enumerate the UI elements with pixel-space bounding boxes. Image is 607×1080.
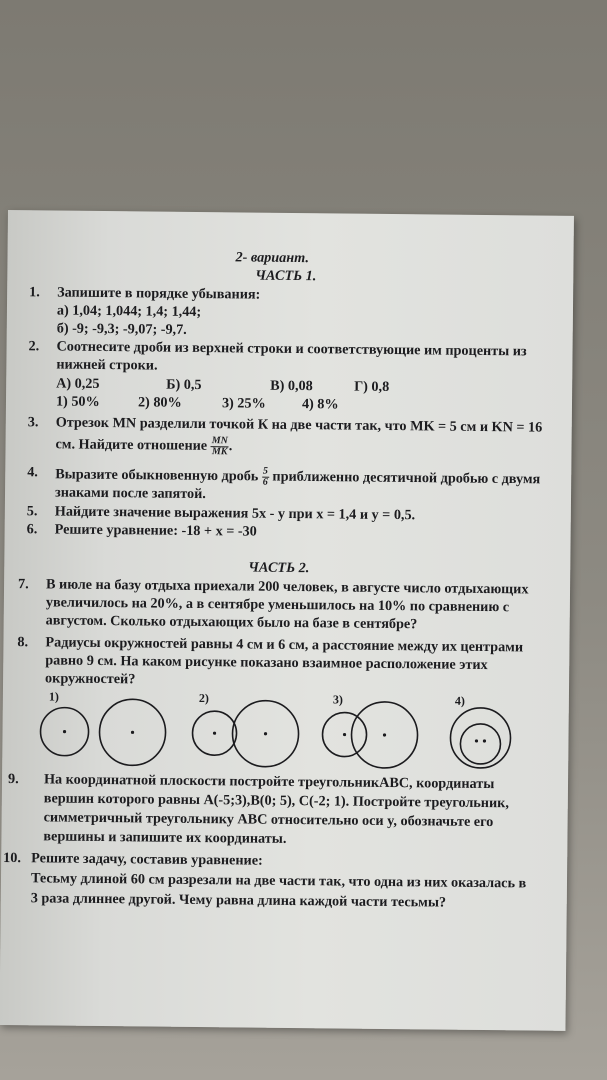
task-8-text-2: равно 9 см. На каком рисунке показано взаимное расположение этих: [45, 652, 488, 674]
circle-option-3: 3): [332, 692, 343, 707]
ratio-fraction: [211, 436, 229, 457]
task-2-text-2: нижней строки.: [56, 356, 158, 374]
task-4-prompt-end: приближенно десятичной дробью с двумя: [272, 468, 541, 488]
fraction-numerator: 5: [262, 465, 269, 477]
task-2-option-c: В) 0,08: [270, 377, 313, 395]
task-4-prompt: Выразите обыкновенную дробь: [55, 466, 259, 485]
task-2-option-a: А) 0,25: [56, 375, 100, 392]
task-3-prompt: см. Найдите отношение: [55, 436, 208, 454]
center-dot: [343, 733, 346, 736]
task-2-text: Соотнесите дроби из верхней строки и соответствующие им проценты из: [56, 338, 527, 360]
task-9-text-2: вершин которого равны A(-5;3),B(0; 5), C(-2; 1). Постройте треугольник,: [43, 790, 510, 812]
task-number: 4.: [27, 464, 38, 481]
task-7-text: В июле на базу отдыха приехали 200 человек, в августе число отдыхающих: [45, 576, 529, 598]
center-dot: [131, 731, 134, 734]
fraction-five-sixths: [262, 467, 269, 488]
task-1-line-a: а) 1,04; 1,044; 1,4; 1,44;: [56, 302, 202, 321]
circle-large-4: [450, 708, 511, 769]
task-5-text: Найдите значение выражения 5x - y при x = 1,4 и y = 0,5.: [54, 503, 416, 524]
center-dot: [63, 730, 66, 733]
task-9-text-3: симметричный треугольнику ABC относительно оси y, обозначьте его: [43, 809, 494, 831]
fraction-numerator: MN: [211, 435, 228, 447]
task-number: 9.: [7, 771, 19, 788]
part2-heading: ЧАСТЬ 2.: [248, 559, 310, 577]
center-dot: [383, 733, 386, 736]
circle-option-2: 2): [198, 691, 209, 706]
center-dot: [483, 739, 486, 742]
center-dot: [264, 732, 267, 735]
fraction-denominator: MK: [211, 446, 228, 458]
task-1-line-b: б) -9; -9,3; -9,07; -9,7.: [56, 320, 187, 338]
task-7-text-2: увеличилось на 20%, а в сентябре уменьшилось на 10% по сравнению с: [45, 594, 510, 616]
task-number: 7.: [17, 576, 29, 593]
task-number: 3.: [27, 414, 39, 431]
task-2-option-d: Г) 0,8: [354, 378, 390, 396]
task-2-answer-1: 1) 50%: [55, 393, 100, 410]
task-number: 10.: [3, 849, 22, 867]
task-9-text-4: вершины и запишите их координаты.: [43, 828, 287, 847]
circles-figure: [2, 680, 569, 786]
task-number: 8.: [17, 634, 29, 651]
task-10-text-3: 3 раза длиннее другой. Чему равна длина каждой части тесьмы?: [30, 890, 447, 911]
task-2-answer-2: 2) 80%: [137, 394, 182, 411]
task-3-text: Отрезок MN разделили точкой К на две части так, что MK = 5 см и KN = 16: [55, 414, 543, 436]
task-8-text-3: окружностей?: [45, 670, 136, 688]
fraction-denominator: 6: [262, 476, 268, 488]
task-4-text-2: знаками после запятой.: [54, 484, 206, 503]
part1-heading: ЧАСТЬ 1.: [255, 267, 317, 285]
center-dot: [213, 732, 216, 735]
circle-option-4: 4): [454, 693, 465, 708]
task-7-text-3: августом. Сколько отдыхающих было на базе в сентябре?: [45, 612, 418, 633]
period: .: [228, 438, 233, 455]
task-number: 1.: [29, 284, 40, 301]
task-1-text: Запишите в порядке убывания:: [57, 284, 261, 303]
task-2-answer-4: 4) 8%: [301, 396, 339, 413]
task-number: 5.: [26, 503, 38, 520]
task-8-text: Радиусы окружностей равны 4 см и 6 см, а расстояние между их центрами: [45, 634, 524, 656]
task-3-text-2: [55, 435, 232, 458]
circle-option-1: 1): [48, 689, 59, 704]
task-6-text: Решите уравнение: -18 + x = -30: [54, 521, 257, 540]
center-dot: [475, 739, 478, 742]
variant-title: 2- вариант.: [235, 249, 310, 267]
task-9-text: На координатной плоскости постройте треугольникABC, координаты: [43, 771, 495, 793]
task-2-answer-3: 3) 25%: [221, 395, 266, 412]
task-10-text: Решите задачу, составив уравнение:: [31, 850, 263, 869]
task-number: 6.: [26, 521, 38, 538]
task-number: 2.: [28, 338, 40, 355]
task-10-text-2: Тесьму длиной 60 см разрезали на две части так, что одна из них оказалась в: [30, 870, 527, 892]
task-2-option-b: Б) 0,5: [166, 376, 202, 394]
worksheet-page: [0, 210, 574, 1031]
circle-small-4: [460, 724, 500, 764]
